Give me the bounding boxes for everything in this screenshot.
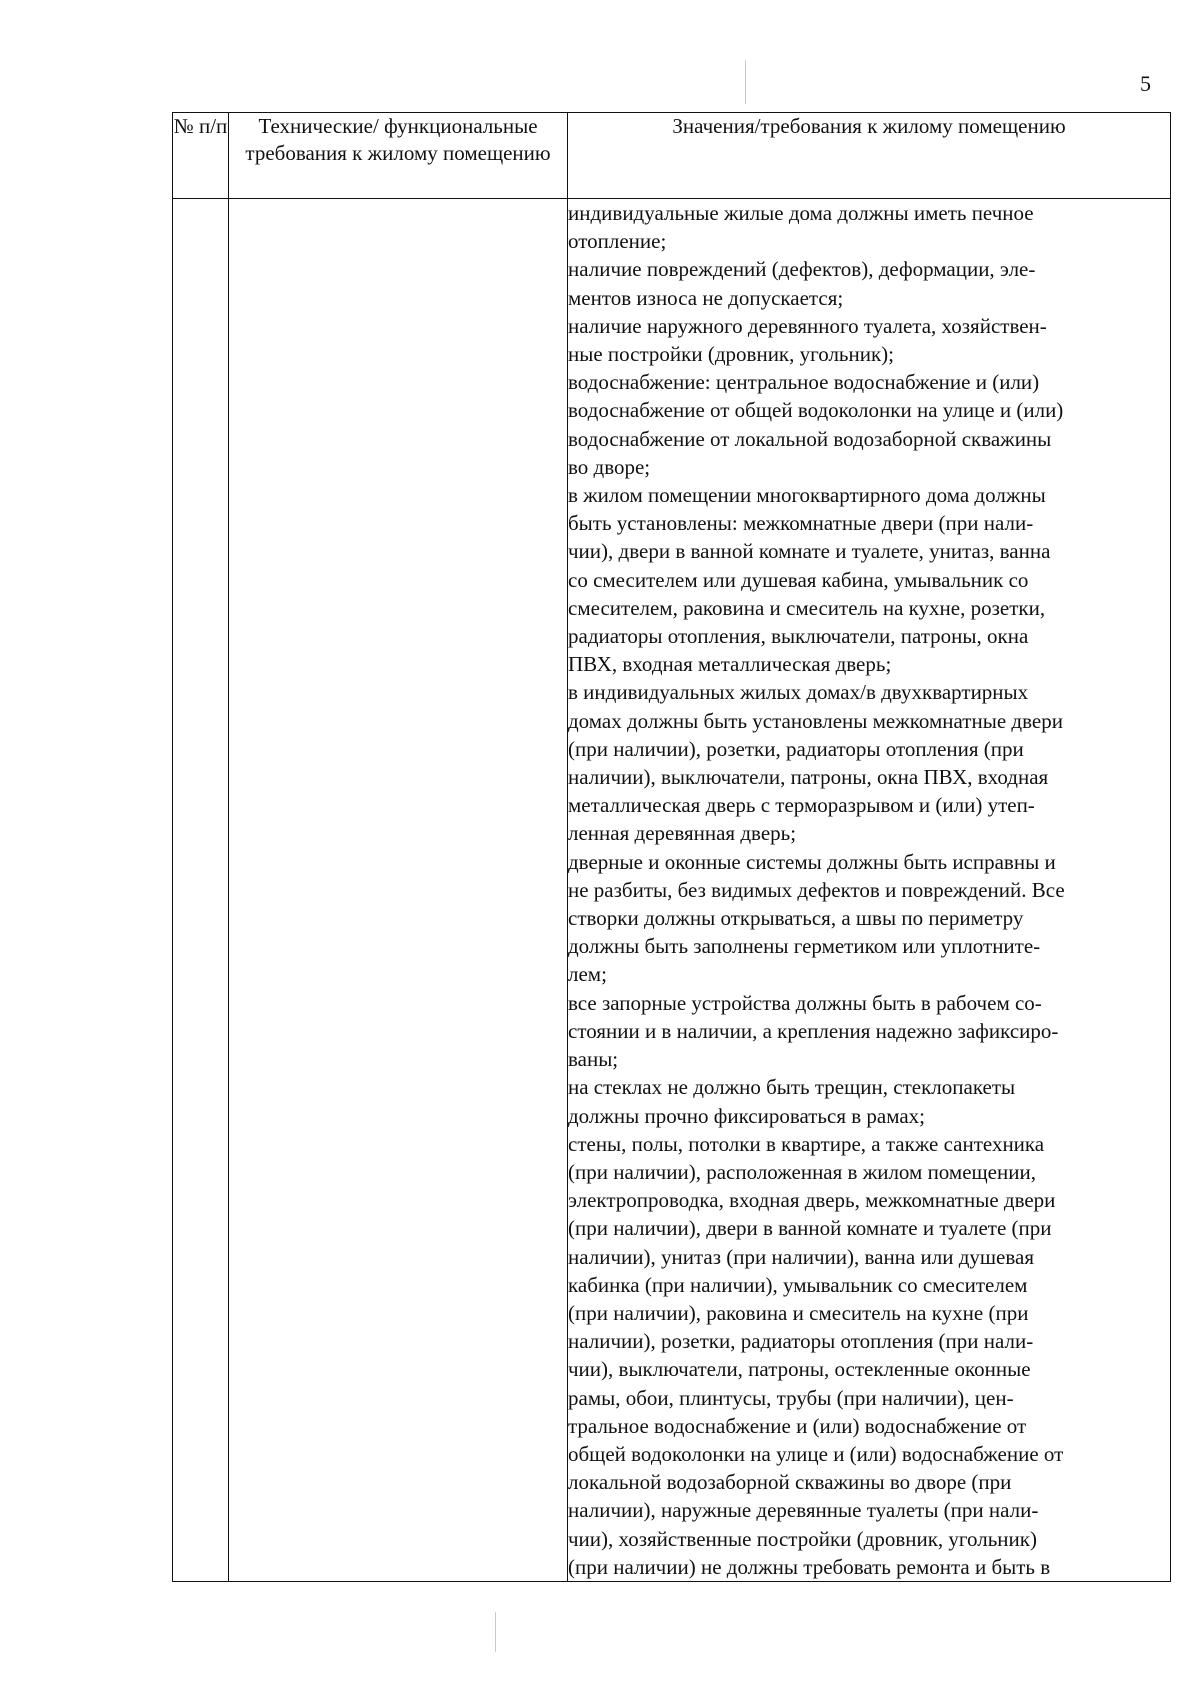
value-text-line: ленная деревянная дверь; <box>568 821 797 846</box>
value-text-line: дверные и оконные системы должны быть исправны и <box>568 849 1056 874</box>
value-text-line: общей водоколонки на улице и (или) водоснабжение от <box>568 1441 1064 1466</box>
value-text-line: индивидуальные жилые дома должны иметь печное <box>568 201 1034 225</box>
value-text-line: домах должны быть установлены межкомнатные двери <box>568 708 1063 733</box>
value-text-line: водоснабжение от общей водоколонки на улице и (или) <box>568 398 1064 423</box>
value-text-line: чии), хозяйственные постройки (дровник, угольник) <box>568 1526 1037 1551</box>
value-text-line: (при наличии) не должны требовать ремонта и быть в <box>568 1554 1051 1579</box>
value-text-line: водоснабжение: центральное водоснабжение и (или) <box>568 370 1040 395</box>
value-text-line: на стеклах не должно быть трещин, стеклопакеты <box>568 1075 1016 1100</box>
table-body <box>173 199 1171 1582</box>
value-text-line: локальной водозаборной скважины во дворе (при <box>568 1470 1012 1495</box>
value-text-line: металлическая дверь с терморазрывом и (или) утеп- <box>568 793 1035 818</box>
table-row <box>173 199 1171 1582</box>
value-text-line: отопление; <box>568 229 667 254</box>
value-text-line: водоснабжение от локальной водозаборной скважины <box>568 426 1052 451</box>
value-text-line: радиаторы отопления, выключатели, патроны, окна <box>568 624 1029 649</box>
value-text-line: рамы, обои, плинтусы, трубы (при наличии), цен- <box>568 1385 1014 1410</box>
value-text-line: кабинка (при наличии), умывальник со смесителем <box>568 1272 1028 1297</box>
value-text-line: смесителем, раковина и смеситель на кухне, розетки, <box>568 595 1046 620</box>
header-requirement: Технические/ функциональные требования к жилому помещению <box>229 113 568 199</box>
value-text-line: стоянии и в наличии, а крепления надежно зафиксиро- <box>568 1018 1059 1043</box>
value-text-line: должны быть заполнены герметиком или уплотните- <box>568 934 1041 959</box>
value-text-line: (при наличии), розетки, радиаторы отопления (при <box>568 736 1024 761</box>
value-text-line: не разбиты, без видимых дефектов и повреждений. Все <box>568 877 1065 902</box>
value-text-line: ные постройки (дровник, угольник); <box>568 342 895 367</box>
cell-value <box>568 199 1171 1582</box>
value-text-line: во дворе; <box>568 454 651 479</box>
value-text-line: (при наличии), двери в ванной комнате и туалете (при <box>568 1216 1052 1241</box>
header-value: Значения/требования к жилому помещению <box>568 113 1171 199</box>
value-text-line: наличие повреждений (дефектов), деформации, эле- <box>568 257 1036 282</box>
value-text-line: наличии), розетки, радиаторы отопления (при нали- <box>568 1329 1034 1354</box>
value-text-line: быть установлены: межкомнатные двери (при нали- <box>568 511 1034 536</box>
value-text-line: наличии), унитаз (при наличии), ванна или душевая <box>568 1244 1034 1269</box>
value-text-line: лем; <box>568 962 607 987</box>
scan-mark-top <box>745 60 746 104</box>
value-text-line: со смесителем или душевая кабина, умывальник со <box>568 567 1029 592</box>
value-text-line: в индивидуальных жилых домах/в двухквартирных <box>568 680 1029 705</box>
value-text-line: наличие наружного деревянного туалета, хозяйствен- <box>568 313 1047 338</box>
value-text-line: ваны; <box>568 1047 619 1072</box>
value-text-line: наличии), наружные деревянные туалеты (при нали- <box>568 1498 1039 1523</box>
table-header-row <box>173 113 1171 199</box>
value-text-line: чии), двери в ванной комнате и туалете, унитаз, ванна <box>568 539 1051 564</box>
value-text-line: стены, полы, потолки в квартире, а также сантехника <box>568 1131 1045 1156</box>
scan-mark-bottom <box>495 1612 496 1652</box>
header-num: № п/п <box>173 113 229 199</box>
cell-requirement <box>229 199 568 1582</box>
value-text-line: все запорные устройства должны быть в рабочем со- <box>568 990 1042 1015</box>
requirements-table <box>172 112 1171 1582</box>
value-text-line: наличии), выключатели, патроны, окна ПВХ, входная <box>568 765 1049 790</box>
value-text-line: (при наличии), расположенная в жилом помещении, <box>568 1159 1036 1184</box>
value-text-line: ментов износа не допускается; <box>568 285 844 310</box>
value-text-line: электропроводка, входная дверь, межкомнатные двери <box>568 1188 1056 1213</box>
value-text-line: тральное водоснабжение и (или) водоснабжение от <box>568 1413 1027 1438</box>
value-text-line: створки должны открываться, а швы по периметру <box>568 906 1024 931</box>
value-text-line: ПВХ, входная металлическая дверь; <box>568 652 892 677</box>
value-text-line: (при наличии), раковина и смеситель на кухне (при <box>568 1300 1029 1325</box>
cell-num <box>173 199 229 1582</box>
value-text-line: должны прочно фиксироваться в рамах; <box>568 1103 926 1128</box>
value-text-line: чии), выключатели, патроны, остекленные оконные <box>568 1357 1031 1382</box>
page-number: 5 <box>1140 71 1151 96</box>
value-text-line: в жилом помещении многоквартирного дома должны <box>568 483 1046 508</box>
